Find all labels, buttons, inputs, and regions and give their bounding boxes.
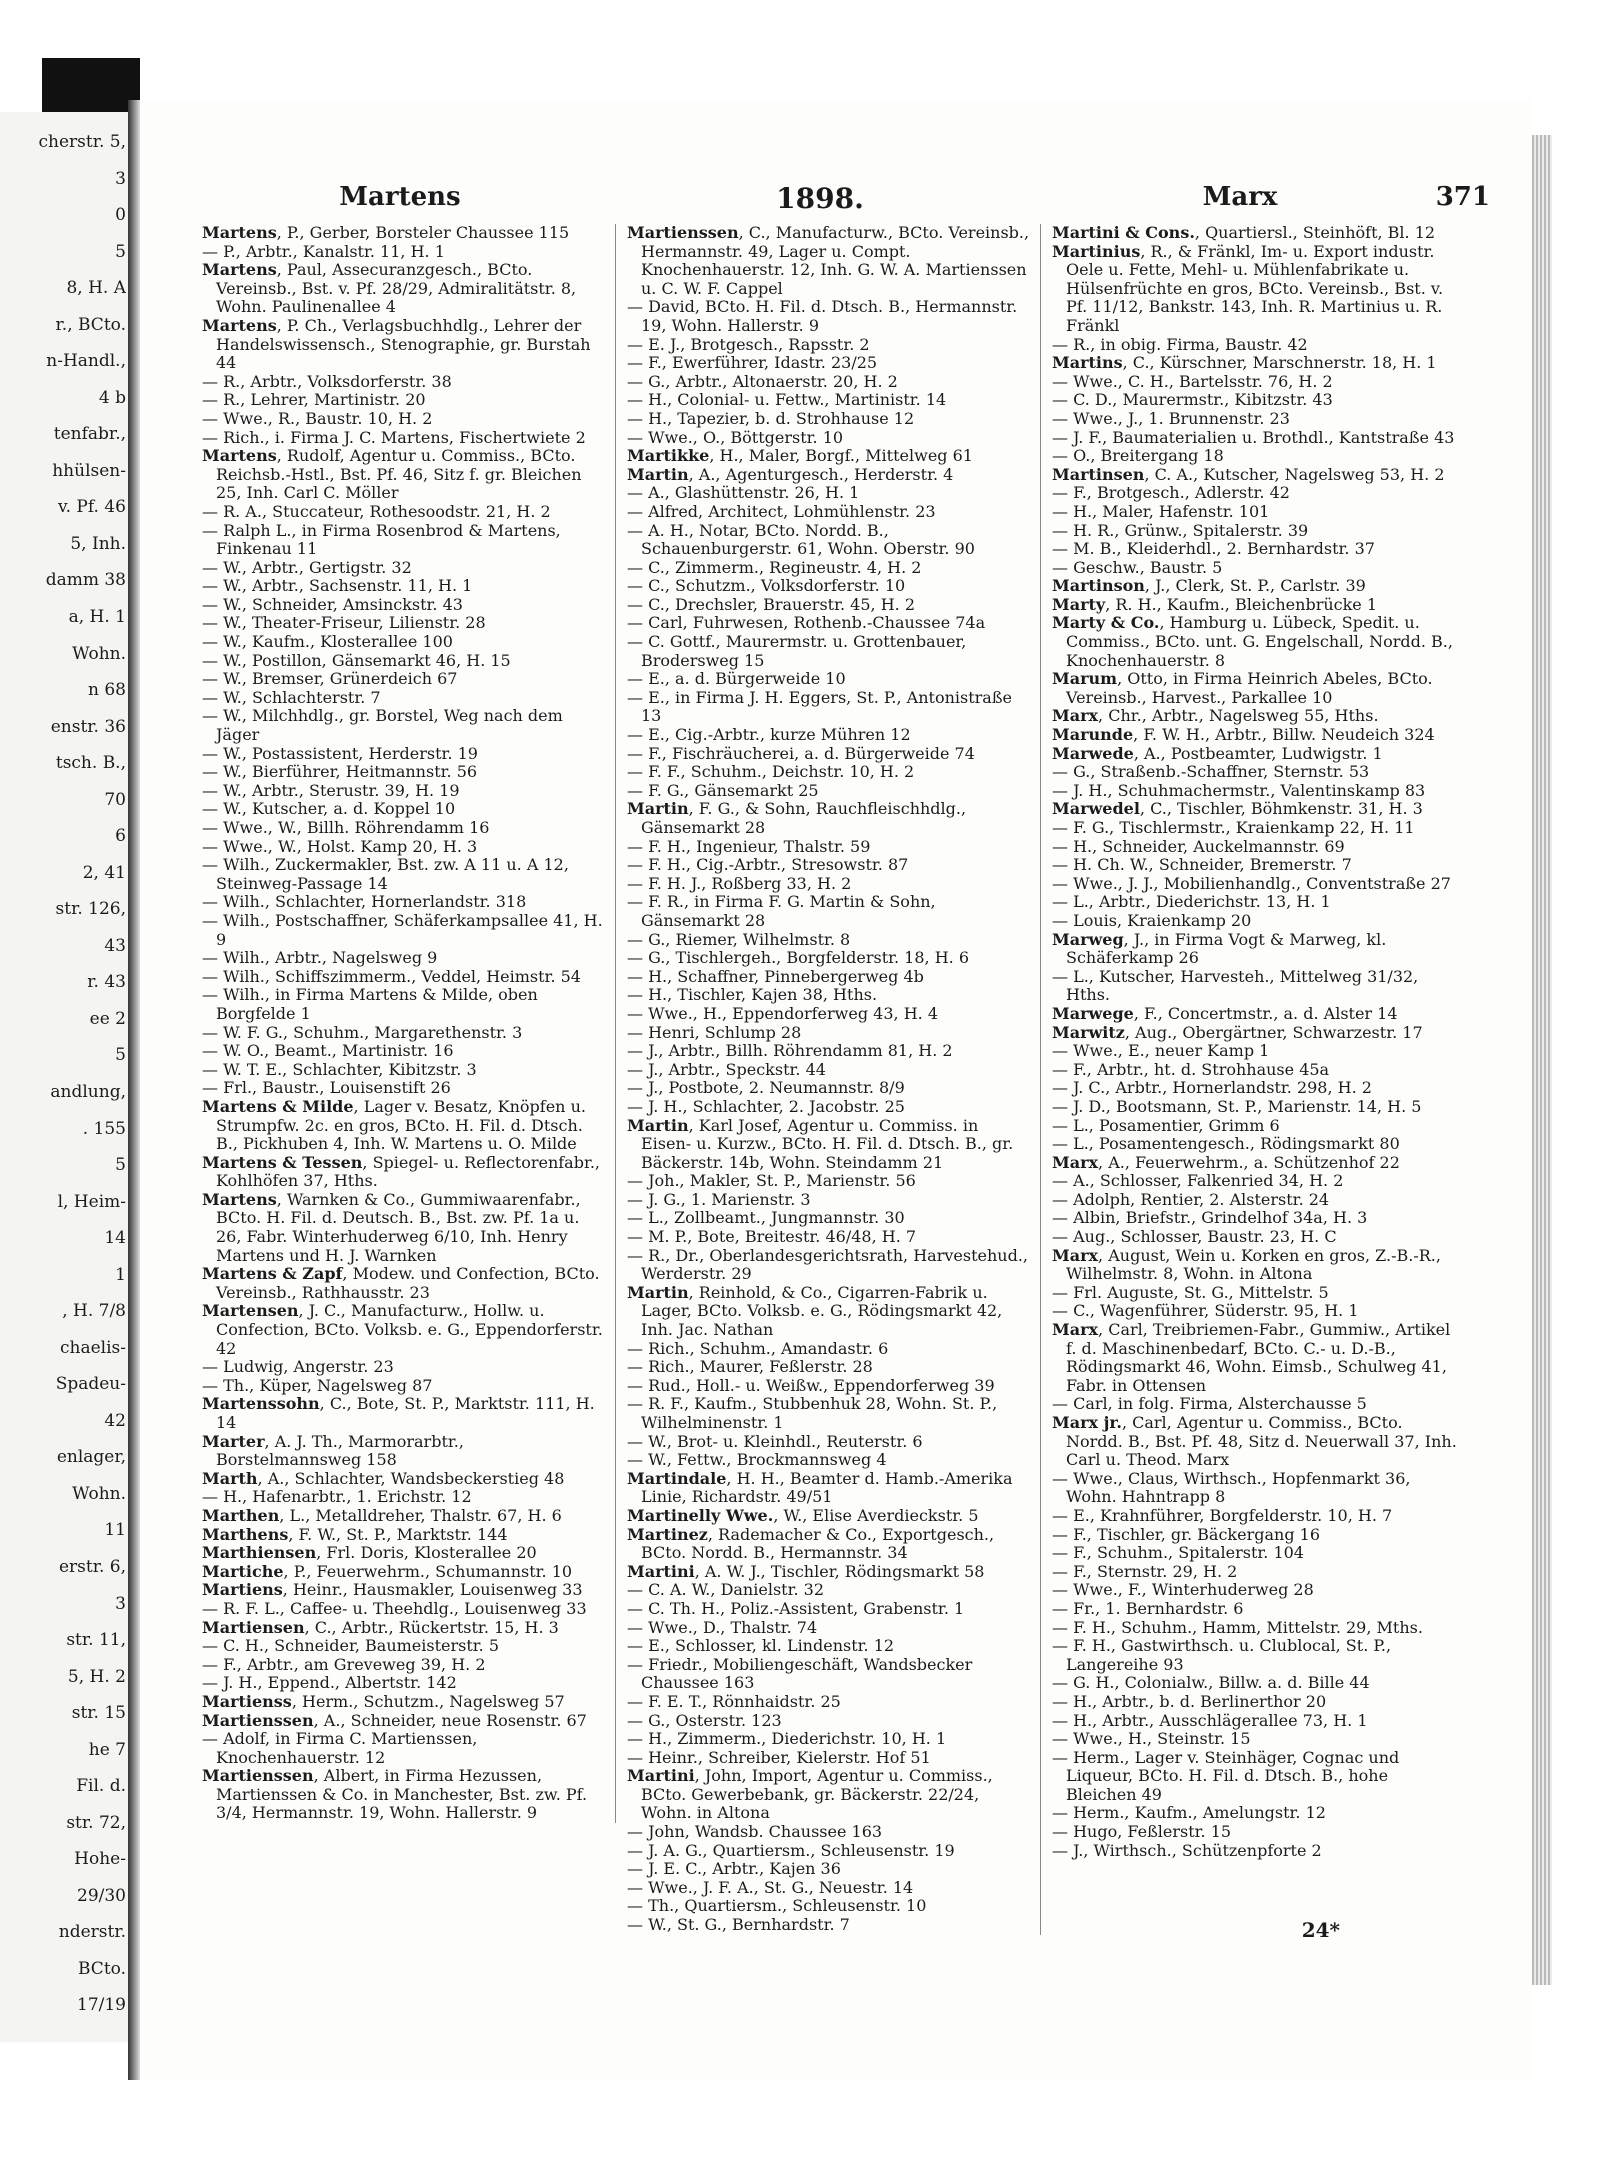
- previous-page-text: 0: [115, 205, 126, 226]
- previous-page-text: str. 11,: [66, 1630, 126, 1651]
- directory-entry: — Wilh., Arbtr., Nagelsweg 9: [202, 948, 438, 968]
- directory-entry: Marter, A. J. Th., Marmorarbtr., Borstelmannsweg 158: [202, 1431, 464, 1470]
- directory-entry: — M. P., Bote, Breitestr. 46/48, H. 7: [627, 1227, 917, 1247]
- directory-entry: Martiche, P., Feuerwehrm., Schumannstr. 10: [202, 1561, 573, 1581]
- directory-entry: — Wilh., Schiffszimmerm., Veddel, Heimstr. 54: [202, 966, 581, 986]
- directory-entry: Martienss, Herm., Schutzm., Nagelsweg 57: [202, 1691, 565, 1711]
- directory-entry: — J., Arbtr., Speckstr. 44: [627, 1059, 826, 1079]
- previous-page-text: enstr. 36: [50, 716, 126, 737]
- directory-entry: — P., Arbtr., Kanalstr. 11, H. 1: [202, 241, 445, 261]
- directory-entry: Marwitz, Aug., Obergärtner, Schwarzestr. 17: [1052, 1022, 1423, 1042]
- previous-page-text: 14: [104, 1228, 126, 1249]
- previous-page-text: damm 38: [45, 570, 126, 591]
- previous-page-text: n-Handl.,: [46, 351, 126, 372]
- directory-entry: — David, BCto. H. Fil. d. Dtsch. B., Hermannstr. 19, Wohn. Hallerstr. 9: [627, 297, 1018, 335]
- directory-entry: Marx jr., Carl, Agentur u. Commiss., BCto. Nordd. B., Bst. Pf. 48, Sitz d. Neuerwall 37, Inh. Carl u. Theod. Marx: [1052, 1413, 1457, 1470]
- previous-page-text: 3: [115, 168, 126, 189]
- directory-entry: — Rich., Maurer, Feßlerstr. 28: [627, 1357, 873, 1377]
- directory-entry: — F. G., Gänsemarkt 25: [627, 780, 819, 800]
- directory-entry: — C. Th. H., Poliz.-Assistent, Grabenstr. 1: [627, 1598, 965, 1618]
- directory-entry: — W., Schneider, Amsinckstr. 43: [202, 594, 463, 614]
- directory-entry: Martens & Tessen, Spiegel- u. Reflectorenfabr., Kohlhöfen 37, Hths.: [202, 1152, 601, 1191]
- previous-page-text: tenfabr.,: [53, 424, 126, 445]
- directory-entry: Marwege, F., Concertmstr., a. d. Alster 14: [1052, 1003, 1398, 1023]
- directory-entry: — Fr., 1. Bernhardstr. 6: [1052, 1598, 1244, 1618]
- directory-entry: Marthens, F. W., St. P., Marktstr. 144: [202, 1524, 508, 1544]
- directory-entry: — J., Arbtr., Billh. Röhrendamm 81, H. 2: [627, 1041, 953, 1061]
- directory-entry: — F., Brotgesch., Adlerstr. 42: [1052, 483, 1290, 503]
- directory-entry: — Wwe., J. F. A., St. G., Neuestr. 14: [627, 1877, 914, 1897]
- previous-page-text: Hohe-: [74, 1849, 126, 1870]
- directory-entry: — L., Zollbeamt., Jungmannstr. 30: [627, 1208, 905, 1228]
- directory-entry: Marty, R. H., Kaufm., Bleichenbrücke 1: [1052, 594, 1378, 614]
- directory-entry: Marunde, F. W. H., Arbtr., Billw. Neudeich 324: [1052, 725, 1435, 745]
- directory-entry: — H., Tischler, Kajen 38, Hths.: [627, 985, 878, 1005]
- directory-entry: — J. H., Schuhmachermstr., Valentinskamp 83: [1052, 780, 1426, 800]
- directory-entry: — Wwe., J. J., Mobilienhandlg., Conventstraße 27: [1052, 873, 1451, 893]
- directory-entry: — E., Schlosser, kl. Lindenstr. 12: [627, 1636, 895, 1656]
- directory-entry: — W., Kutscher, a. d. Koppel 10: [202, 799, 456, 819]
- directory-entry: — G., Arbtr., Altonaerstr. 20, H. 2: [627, 371, 898, 391]
- directory-entry: — J. H., Eppend., Albertstr. 142: [202, 1673, 457, 1693]
- year-heading: 1898.: [776, 182, 864, 215]
- directory-entry: — W., Arbtr., Gertigstr. 32: [202, 557, 412, 577]
- directory-entry: — J., Wirthsch., Schützenpforte 2: [1052, 1840, 1322, 1860]
- directory-entry: — W., Postillon, Gänsemarkt 46, H. 15: [202, 650, 511, 670]
- directory-entry: Martenssohn, C., Bote, St. P., Marktstr. 111, H. 14: [202, 1394, 595, 1432]
- previous-page-text: hhülsen-: [52, 460, 126, 481]
- previous-page-text: l, Heim-: [57, 1191, 126, 1212]
- directory-entry: — J. F., Baumaterialien u. Brothdl., Kantstraße 43: [1052, 427, 1455, 447]
- directory-entry: Martens & Zapf, Modew. und Confection, BCto. Vereinsb., Rathhausstr. 23: [202, 1264, 600, 1302]
- directory-entry: — L., Posamentengesch., Rödingsmarkt 80: [1052, 1134, 1400, 1154]
- directory-entry: — F. F., Schuhm., Deichstr. 10, H. 2: [627, 762, 915, 782]
- directory-column-1: [202, 224, 616, 1823]
- previous-page-text: 5: [115, 1045, 126, 1066]
- directory-entry: — W., Theater-Friseur, Lilienstr. 28: [202, 613, 486, 633]
- directory-entry: Martens, P., Gerber, Borsteler Chaussee 115: [202, 223, 570, 242]
- directory-entry: — Alfred, Architect, Lohmühlenstr. 23: [627, 501, 936, 521]
- directory-entry: — H., Maler, Hafenstr. 101: [1052, 501, 1270, 521]
- directory-entry: — Wwe., C. H., Bartelsstr. 76, H. 2: [1052, 371, 1333, 391]
- previous-page-text: r., BCto.: [55, 314, 126, 335]
- previous-page-text: tsch. B.,: [55, 753, 126, 774]
- directory-entry: Marwedel, C., Tischler, Böhmkenstr. 31, H. 3: [1052, 799, 1423, 819]
- directory-entry: Martens, Rudolf, Agentur u. Commiss., BCto. Reichsb.-Hstl., Bst. Pf. 46, Sitz f. gr. Bleichen 25, Inh. Carl C. Möller: [202, 446, 582, 503]
- directory-entry: Martins, C., Kürschner, Marschnerstr. 18, H. 1: [1052, 353, 1437, 373]
- directory-entry: — Hugo, Feßlerstr. 15: [1052, 1822, 1232, 1842]
- previous-page-text: Spadeu-: [55, 1374, 126, 1395]
- directory-entry: Martienssen, Albert, in Firma Hezussen, Martienssen & Co. in Manchester, Bst. zw. Pf. 3/4, Hermannstr. 19, Wohn. Hallerstr. 9: [202, 1766, 588, 1823]
- directory-entry: — R., Dr., Oberlandesgerichtsrath, Harvestehud., Werderstr. 29: [627, 1245, 1028, 1284]
- directory-entry: Marty & Co., Hamburg u. Lübeck, Spedit. u. Commiss., BCto. unt. G. Engelschall, Nordd. B., Knochenhauerstr. 8: [1052, 613, 1453, 670]
- directory-entry: — A., Schlosser, Falkenried 34, H. 2: [1052, 1171, 1344, 1191]
- directory-entry: — R. A., Stuccateur, Rothesoodstr. 21, H. 2: [202, 501, 551, 521]
- directory-entry: — Herm., Kaufm., Amelungstr. 12: [1052, 1803, 1326, 1823]
- directory-entry: — W., Arbtr., Sachsenstr. 11, H. 1: [202, 576, 473, 596]
- directory-entry: — E., a. d. Bürgerweide 10: [627, 669, 846, 689]
- directory-entry: — Wwe., H., Eppendorferweg 43, H. 4: [627, 1003, 938, 1023]
- page-number: 371: [1435, 182, 1490, 212]
- directory-entry: Martini, John, Import, Agentur u. Commiss., BCto. Gewerbebank, gr. Bäckerstr. 22/24, Wohn. in Altona: [627, 1766, 993, 1823]
- directory-entry: — F., Tischler, gr. Bäckergang 16: [1052, 1524, 1321, 1544]
- directory-entry: Martens, Paul, Assecuranzgesch., BCto. Vereinsb., Bst. v. Pf. 28/29, Admiralitätstr. 8, Wohn. Paulinenallee 4: [202, 260, 577, 317]
- directory-entry: — Rich., Schuhm., Amandastr. 6: [627, 1338, 889, 1358]
- directory-entry: Martens, Warnken & Co., Gummiwaarenfabr., BCto. H. Fil. d. Deutsch. B., Bst. zw. Pf. 1a u. 26, Fabr. Winterhuderweg 6/10, Inh. Henry Martens und H. J. Warnken: [202, 1189, 581, 1265]
- directory-entry: — W., Bierführer, Heitmannstr. 56: [202, 762, 478, 782]
- directory-entry: — F., Arbtr., ht. d. Strohhause 45a: [1052, 1059, 1330, 1079]
- directory-entry: — J., Postbote, 2. Neumannstr. 8/9: [627, 1078, 905, 1098]
- directory-entry: Marum, Otto, in Firma Heinrich Abeles, BCto. Vereinsb., Harvest., Parkallee 10: [1052, 669, 1433, 707]
- directory-entry: — Wwe., J., 1. Brunnenstr. 23: [1052, 408, 1290, 428]
- previous-page-text: enlager,: [56, 1447, 126, 1468]
- previous-page-text: andlung,: [50, 1082, 126, 1102]
- directory-entry: — Frl. Auguste, St. G., Mittelstr. 5: [1052, 1282, 1329, 1302]
- previous-page-text: 70: [104, 789, 126, 810]
- directory-entry: — A., Glashüttenstr. 26, H. 1: [627, 483, 860, 503]
- directory-entry: — C., Drechsler, Brauerstr. 45, H. 2: [627, 594, 915, 614]
- directory-entry: — J. H., Schlachter, 2. Jacobstr. 25: [627, 1096, 905, 1116]
- previous-page-text: n 68: [88, 680, 126, 701]
- directory-entry: — H., Schneider, Auckelmannstr. 69: [1052, 836, 1345, 856]
- directory-entry: — A. H., Notar, BCto. Nordd. B., Schauenburgerstr. 61, Wohn. Oberstr. 90: [627, 520, 975, 559]
- directory-entry: — Heinr., Schreiber, Kielerstr. Hof 51: [627, 1747, 931, 1767]
- directory-entry: — Wwe., Claus, Wirthsch., Hopfenmarkt 36, Wohn. Hahntrapp 8: [1052, 1468, 1411, 1507]
- directory-entry: — L., Posamentier, Grimm 6: [1052, 1115, 1280, 1135]
- directory-entry: — Wilh., Schlachter, Hornerlandstr. 318: [202, 892, 527, 912]
- directory-entry: — Wwe., H., Steinstr. 15: [1052, 1729, 1251, 1749]
- directory-entry: Martini, A. W. J., Tischler, Rödingsmarkt 58: [627, 1561, 985, 1581]
- running-head-left: Martens: [339, 182, 461, 212]
- directory-entry: — F., Schuhm., Spitalerstr. 104: [1052, 1543, 1304, 1563]
- directory-entry: — F., Ewerführer, Idastr. 23/25: [627, 353, 878, 373]
- directory-entry: — Th., Küper, Nagelsweg 87: [202, 1375, 433, 1395]
- directory-entry: — W., Kaufm., Klosterallee 100: [202, 632, 453, 652]
- previous-page-text: cherstr. 5,: [38, 132, 126, 152]
- previous-page-text: 5, Inh.: [70, 533, 126, 554]
- directory-entry: — F. H. J., Roßberg 33, H. 2: [627, 873, 852, 893]
- directory-page: [140, 100, 1532, 2080]
- directory-entry: — Carl, in folg. Firma, Alsterchausse 5: [1052, 1394, 1367, 1414]
- directory-entry: — F., Fischräucherei, a. d. Bürgerweide 74: [627, 743, 975, 763]
- directory-entry: — F. G., Tischlermstr., Kraienkamp 22, H. 11: [1052, 818, 1415, 837]
- directory-entry: — Herm., Lager v. Steinhäger, Cognac und Liqueur, BCto. H. Fil. d. Dtsch. B., hohe Bleichen 49: [1052, 1747, 1400, 1804]
- directory-entry: — W., Milchhdlg., gr. Borstel, Weg nach dem Jäger: [202, 706, 563, 745]
- directory-entry: — Wilh., Postschaffner, Schäferkampsallee 41, H. 9: [202, 910, 603, 949]
- directory-entry: — R. F. L., Caffee- u. Theehdlg., Louisenweg 33: [202, 1598, 587, 1618]
- directory-entry: — O., Breitergang 18: [1052, 446, 1224, 466]
- directory-entry: — F. E. T., Rönnhaidstr. 25: [627, 1691, 841, 1711]
- previous-page-text: str. 15: [71, 1703, 126, 1724]
- directory-entry: — J. C., Arbtr., Hornerlandstr. 298, H. 2: [1052, 1078, 1372, 1098]
- previous-page-text: 4 b: [98, 387, 126, 408]
- directory-entry: — W., Postassistent, Herderstr. 19: [202, 743, 478, 763]
- directory-entry: — H. Ch. W., Schneider, Bremerstr. 7: [1052, 855, 1352, 875]
- directory-entry: — W., St. G., Bernhardstr. 7: [627, 1915, 850, 1935]
- directory-entry: — Wilh., in Firma Martens & Milde, oben Borgfelde 1: [202, 985, 538, 1023]
- directory-entry: — G. H., Colonialw., Billw. a. d. Bille 44: [1052, 1673, 1370, 1693]
- directory-entry: Martienssen, C., Manufacturw., BCto. Vereinsb., Hermannstr. 49, Lager u. Compt. Knochenhauerstr. 12, Inh. G. W. A. Martienssen u. C. W. F. Cappel: [627, 223, 1030, 298]
- directory-entry: Martiensen, C., Arbtr., Rückertstr. 15, H. 3: [202, 1617, 559, 1637]
- directory-column-2: [627, 224, 1041, 1935]
- previous-page-text: 5: [115, 241, 126, 262]
- previous-page-text: 3: [115, 1593, 126, 1614]
- directory-entry: — Henri, Schlump 28: [627, 1022, 802, 1042]
- directory-entry: — Geschw., Baustr. 5: [1052, 557, 1223, 577]
- directory-entry: — F. H., Schuhm., Hamm, Mittelstr. 29, Mths.: [1052, 1617, 1423, 1637]
- directory-entry: — John, Wandsb. Chaussee 163: [627, 1822, 883, 1842]
- directory-entry: Marthen, L., Metalldreher, Thalstr. 67, H. 6: [202, 1505, 562, 1525]
- previous-page-text: 42: [104, 1410, 126, 1431]
- directory-entry: — R., in obig. Firma, Baustr. 42: [1052, 334, 1308, 354]
- previous-page-text: 29/30: [77, 1885, 126, 1906]
- directory-entry: — G., Straßenb.-Schaffner, Sternstr. 53: [1052, 762, 1370, 782]
- directory-entry: — Frl., Baustr., Louisenstift 26: [202, 1078, 451, 1098]
- directory-entry: — F., Sternstr. 29, H. 2: [1052, 1561, 1238, 1581]
- previous-page-text: Wohn.: [72, 643, 126, 664]
- previous-page-text: . 155: [82, 1118, 126, 1139]
- directory-entry: — E., Cig.-Arbtr., kurze Mühren 12: [627, 725, 911, 745]
- directory-entry: Martienssen, A., Schneider, neue Rosenstr. 67: [202, 1710, 587, 1730]
- directory-entry: — C., Wagenführer, Süderstr. 95, H. 1: [1052, 1301, 1359, 1321]
- directory-entry: — Rich., i. Firma J. C. Martens, Fischertwiete 2: [202, 427, 586, 447]
- previous-page-text: ee 2: [89, 1008, 126, 1029]
- directory-entry: — H., Colonial- u. Fettw., Martinistr. 14: [627, 390, 947, 410]
- directory-entry: Martin, F. G., & Sohn, Rauchfleischhdlg., Gänsemarkt 28: [627, 799, 967, 837]
- directory-entry: — Wilh., Zuckermakler, Bst. zw. A 11 u. A 12, Steinweg-Passage 14: [202, 855, 569, 893]
- previous-page-text: 6: [115, 826, 126, 847]
- directory-entry: — H., Zimmerm., Diederichstr. 10, H. 1: [627, 1729, 947, 1749]
- previous-page-text: erstr. 6,: [58, 1557, 126, 1577]
- directory-entry: — F. H., Ingenieur, Thalstr. 59: [627, 836, 871, 856]
- previous-page-text: r. 43: [87, 972, 126, 993]
- directory-entry: — Wwe., R., Baustr. 10, H. 2: [202, 408, 433, 428]
- directory-entry: — Joh., Makler, St. P., Marienstr. 56: [627, 1171, 916, 1191]
- previous-page-text: 17/19: [77, 1995, 126, 2016]
- directory-entry: Martensen, J. C., Manufacturw., Hollw. u. Confection, BCto. Volksb. e. G., Eppendorferstr. 42: [202, 1301, 603, 1358]
- directory-entry: — Wwe., F., Winterhuderweg 28: [1052, 1580, 1314, 1600]
- directory-entry: — Wwe., O., Böttgerstr. 10: [627, 427, 844, 447]
- previous-page-fragment: [0, 112, 128, 2042]
- directory-entry: — Louis, Kraienkamp 20: [1052, 910, 1252, 930]
- directory-entry: — W., Schlachterstr. 7: [202, 687, 381, 707]
- directory-entry: — Wwe., E., neuer Kamp 1: [1052, 1041, 1270, 1061]
- directory-entry: Martinson, J., Clerk, St. P., Carlstr. 39: [1052, 576, 1366, 596]
- directory-entry: — H., Schaffner, Pinnebergerweg 4b: [627, 966, 924, 986]
- previous-page-text: 43: [104, 935, 126, 956]
- directory-entry: — F. R., in Firma F. G. Martin & Sohn, Gänsemarkt 28: [627, 892, 936, 930]
- directory-entry: Martin, A., Agenturgesch., Herderstr. 4: [627, 464, 954, 484]
- directory-entry: Martikke, H., Maler, Borgf., Mittelweg 61: [627, 446, 973, 466]
- previous-page-text: Fil. d.: [76, 1776, 126, 1797]
- previous-page-text: nderstr.: [58, 1922, 126, 1943]
- previous-page-text: str. 72,: [66, 1812, 126, 1833]
- directory-entry: — Adolf, in Firma C. Martienssen, Knochenhauerstr. 12: [202, 1729, 478, 1767]
- directory-entry: Marth, A., Schlachter, Wandsbeckerstieg 48: [202, 1468, 565, 1488]
- directory-entry: Martinsen, C. A., Kutscher, Nagelsweg 53, H. 2: [1052, 464, 1445, 484]
- directory-entry: — H. R., Grünw., Spitalerstr. 39: [1052, 520, 1309, 540]
- signature-mark: 24*: [1301, 1918, 1340, 1942]
- directory-entry: — R. F., Kaufm., Stubbenhuk 28, Wohn. St. P., Wilhelminenstr. 1: [627, 1394, 998, 1432]
- directory-entry: — J. E. C., Arbtr., Kajen 36: [627, 1859, 841, 1879]
- previous-page-text: 1: [115, 1264, 126, 1285]
- directory-entry: — G., Riemer, Wilhelmstr. 8: [627, 929, 851, 949]
- directory-entry: — Aug., Schlosser, Baustr. 23, H. C: [1052, 1227, 1337, 1247]
- directory-entry: Martinius, R., & Fränkl, Im- u. Export industr. Oele u. Fette, Mehl- u. Mühlenfabrikate u. Hülsenfrüchte en gros, BCto. Vereinsb., Bst. v. Pf. 11/12, Bankstr. 143, Inh. R. Martinius u. R. Fränkl: [1052, 241, 1444, 335]
- directory-entry: Martens & Milde, Lager v. Besatz, Knöpfen u. Strumpfw. 2c. en gros, BCto. H. Fil. d. Dtsch. B., Pickhuben 4, Inh. W. Martens u. O. Milde: [202, 1096, 586, 1154]
- directory-entry: — H., Arbtr., Ausschlägerallee 73, H. 1: [1052, 1710, 1368, 1730]
- directory-entry: — Wwe., W., Billh. Röhrendamm 16: [202, 818, 490, 837]
- directory-entry: — J. G., 1. Marienstr. 3: [627, 1189, 811, 1209]
- previous-page-text: 2, 41: [82, 862, 126, 883]
- previous-page-text: 8, H. A: [66, 278, 126, 299]
- directory-entry: Marthiensen, Frl. Doris, Klosterallee 20: [202, 1543, 537, 1563]
- directory-entry: — W., Fettw., Brockmannsweg 4: [627, 1450, 887, 1470]
- directory-entry: Martini & Cons., Quartiersl., Steinhöft, Bl. 12: [1052, 223, 1436, 242]
- directory-entry: Marweg, J., in Firma Vogt & Marweg, kl. Schäferkamp 26: [1052, 929, 1387, 968]
- directory-entry: Martindale, H. H., Beamter d. Hamb.-Amerika Linie, Richardstr. 49/51: [627, 1468, 1013, 1507]
- directory-entry: — Th., Quartiersm., Schleusenstr. 10: [627, 1896, 927, 1916]
- directory-entry: — E. J., Brotgesch., Rapsstr. 2: [627, 334, 870, 354]
- directory-entry: Marx, A., Feuerwehrm., a. Schützenhof 22: [1052, 1152, 1400, 1172]
- directory-entry: — H., Hafenarbtr., 1. Erichstr. 12: [202, 1487, 472, 1507]
- previous-page-text: Wohn.: [72, 1483, 126, 1504]
- directory-column-3: [1052, 224, 1457, 1860]
- directory-entry: Marx, Carl, Treibriemen-Fabr., Gummiw., Artikel f. d. Maschinenbedarf, BCto. C.- u. D.-B., Rödingsmarkt 46, Wohn. Eimsb., Schulweg 41, Fabr. in Ottensen: [1052, 1320, 1451, 1395]
- directory-entry: — Carl, Fuhrwesen, Rothenb.-Chaussee 74a: [627, 613, 986, 633]
- directory-entry: — H., Arbtr., b. d. Berlinerthor 20: [1052, 1691, 1327, 1711]
- directory-entry: — W., Arbtr., Sterustr. 39, H. 19: [202, 780, 460, 800]
- previous-page-text: 5: [115, 1155, 126, 1176]
- directory-entry: Martiens, Heinr., Hausmakler, Louisenweg 33: [202, 1580, 583, 1600]
- previous-page-text: a, H. 1: [68, 607, 126, 627]
- directory-entry: — H., Tapezier, b. d. Strohhause 12: [627, 408, 915, 428]
- directory-entry: Martin, Reinhold, & Co., Cigarren-Fabrik u. Lager, BCto. Volksb. e. G., Rödingsmarkt 42, Inh. Jac. Nathan: [627, 1282, 1003, 1340]
- directory-entry: — E., Krahnführer, Borgfelderstr. 10, H. 7: [1052, 1505, 1393, 1525]
- directory-entry: — Wwe., W., Holst. Kamp 20, H. 3: [202, 836, 478, 856]
- directory-entry: — E., in Firma J. H. Eggers, St. P., Antonistraße 13: [627, 687, 1012, 726]
- directory-entry: Martinez, Rademacher & Co., Exportgesch., BCto. Nordd. B., Hermannstr. 34: [627, 1524, 995, 1563]
- directory-entry: — W. T. E., Schlachter, Kibitzstr. 3: [202, 1059, 477, 1079]
- previous-page-text: , H. 7/8: [62, 1301, 126, 1322]
- directory-entry: — F. H., Cig.-Arbtr., Stresowstr. 87: [627, 855, 909, 875]
- previous-page-text: he 7: [88, 1739, 126, 1760]
- directory-entry: Marx, Chr., Arbtr., Nagelsweg 55, Hths.: [1052, 706, 1379, 726]
- previous-page-text: 11: [104, 1520, 126, 1541]
- directory-entry: Marwede, A., Postbeamter, Ludwigstr. 1: [1052, 743, 1383, 763]
- directory-entry: — C. H., Schneider, Baumeisterstr. 5: [202, 1636, 500, 1656]
- directory-entry: — C., Zimmerm., Regineustr. 4, H. 2: [627, 557, 922, 577]
- book-gutter: [128, 100, 140, 2080]
- directory-entry: — C. A. W., Danielstr. 32: [627, 1580, 824, 1600]
- directory-entry: — C., Schutzm., Volksdorferstr. 10: [627, 576, 906, 596]
- directory-entry: — F. H., Gastwirthsch. u. Clublocal, St. P., Langereihe 93: [1052, 1636, 1392, 1674]
- directory-entry: — W. O., Beamt., Martinistr. 16: [202, 1041, 454, 1061]
- directory-entry: — L., Arbtr., Diederichstr. 13, H. 1: [1052, 892, 1331, 912]
- directory-entry: — W. F. G., Schuhm., Margarethenstr. 3: [202, 1022, 523, 1042]
- directory-entry: — M. B., Kleiderhdl., 2. Bernhardstr. 37: [1052, 539, 1375, 559]
- directory-entry: — W., Brot- u. Kleinhdl., Reuterstr. 6: [627, 1431, 923, 1451]
- directory-entry: Marx, August, Wein u. Korken en gros, Z.-B.-R., Wilhelmstr. 8, Wohn. in Altona: [1052, 1245, 1441, 1284]
- directory-entry: — J. A. G., Quartiersm., Schleusenstr. 19: [627, 1840, 955, 1860]
- directory-entry: — G., Osterstr. 123: [627, 1710, 782, 1730]
- directory-entry: — C. Gottf., Maurermstr. u. Grottenbauer, Brodersweg 15: [627, 632, 967, 670]
- previous-page-text: 5, H. 2: [67, 1666, 126, 1687]
- directory-entry: Martinelly Wwe., W., Elise Averdieckstr. 5: [627, 1505, 979, 1525]
- directory-entry: Martin, Karl Josef, Agentur u. Commiss. in Eisen- u. Kurzw., BCto. H. Fil. d. Dtsch. B., gr. Bäckerstr. 14b, Wohn. Steindamm 21: [627, 1115, 1014, 1172]
- previous-page-text: str. 126,: [55, 899, 126, 920]
- directory-entry: — R., Arbtr., Volksdorferstr. 38: [202, 371, 452, 391]
- directory-entry: — L., Kutscher, Harvesteh., Mittelweg 31/32, Hths.: [1052, 966, 1419, 1005]
- directory-entry: — Ralph L., in Firma Rosenbrod & Martens, Finkenau 11: [202, 520, 561, 559]
- directory-entry: — Wwe., D., Thalstr. 74: [627, 1617, 818, 1637]
- previous-page-text: BCto.: [78, 1958, 126, 1979]
- directory-entry: — Ludwig, Angerstr. 23: [202, 1357, 394, 1377]
- page-edge-stack: [1532, 135, 1552, 1985]
- directory-entry: — Rud., Holl.- u. Weißw., Eppendorferweg 39: [627, 1375, 995, 1395]
- directory-entry: Martens, P. Ch., Verlagsbuchhdlg., Lehrer der Handelswissensch., Stenographie, gr. Burstah 44: [202, 315, 591, 373]
- directory-entry: — Albin, Briefstr., Grindelhof 34a, H. 3: [1052, 1208, 1368, 1228]
- directory-entry: — W., Bremser, Grünerdeich 67: [202, 669, 458, 689]
- directory-entry: — F., Arbtr., am Greveweg 39, H. 2: [202, 1654, 486, 1674]
- directory-entry: — G., Tischlergeh., Borgfelderstr. 18, H. 6: [627, 948, 970, 968]
- directory-entry: — J. D., Bootsmann, St. P., Marienstr. 14, H. 5: [1052, 1096, 1422, 1116]
- directory-entry: — R., Lehrer, Martinistr. 20: [202, 390, 426, 410]
- previous-page-text: chaelis-: [59, 1337, 126, 1358]
- directory-entry: — Adolph, Rentier, 2. Alsterstr. 24: [1052, 1189, 1330, 1209]
- previous-page-text: v. Pf. 46: [58, 497, 126, 518]
- directory-entry: — C. D., Maurermstr., Kibitzstr. 43: [1052, 390, 1333, 410]
- running-head-right: Marx: [1202, 182, 1278, 212]
- directory-entry: — Friedr., Mobiliengeschäft, Wandsbecker Chaussee 163: [627, 1654, 973, 1693]
